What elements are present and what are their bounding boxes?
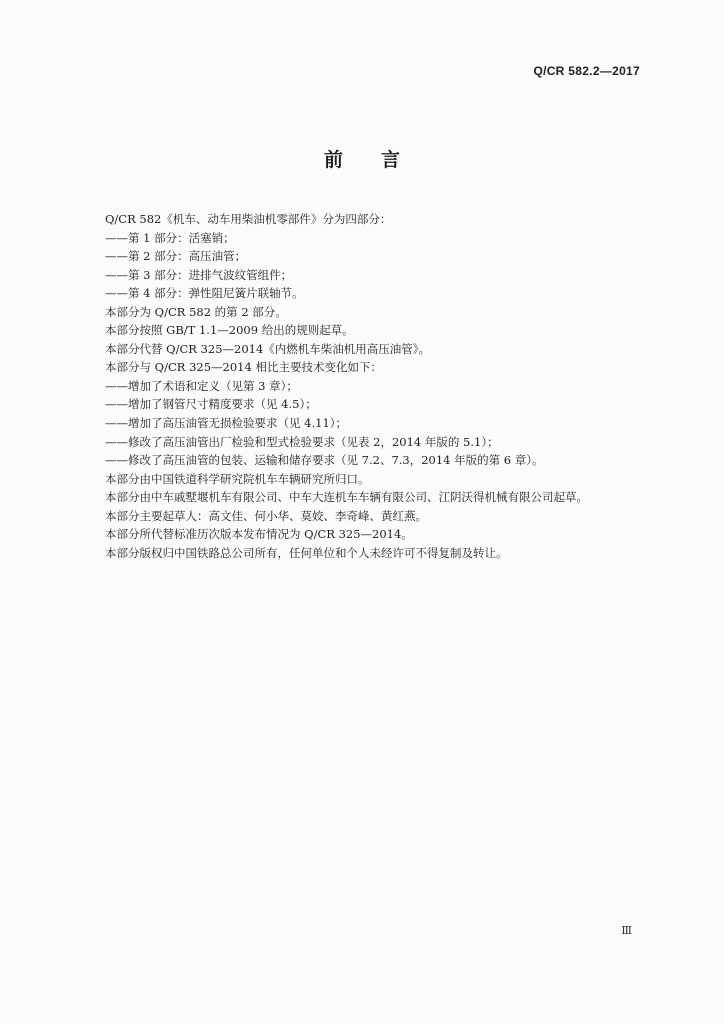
- paragraph: 本部分为 Q/CR 582 的第 2 部分。: [105, 304, 287, 319]
- page-title: 前言: [323, 149, 438, 171]
- paragraph: 本部分与 Q/CR 325—2014 相比主要技术变化如下：: [105, 360, 382, 375]
- paragraph: Q/CR 582《机车、动车用柴油机零部件》分为四部分：: [105, 212, 392, 226]
- page-number: Ⅲ: [621, 924, 632, 937]
- paragraph: 本部分版权归中国铁路总公司所有，任何单位和个人未经许可不得复制及转让。: [105, 545, 508, 560]
- paragraph: 本部分主要起草人：高文佳、何小华、莫姣、李奇峰、黄红燕。: [105, 508, 427, 523]
- paragraph: 本部分代替 Q/CR 325—2014《内燃机车柴油机用高压油管》。: [105, 341, 431, 356]
- list-item: ——增加了钢管尺寸精度要求（见 4.5）；: [105, 397, 317, 412]
- list-item: ——修改了高压油管出厂检验和型式检验要求（见表 2，2014 年版的 5.1）；: [105, 434, 499, 449]
- paragraph: 本部分按照 GB/T 1.1—2009 给出的规则起草。: [105, 323, 354, 338]
- foreword-body: [105, 210, 650, 562]
- list-item: ——第 2 部分：高压油管；: [105, 249, 247, 264]
- document-code: Q/CR 582.2—2017: [533, 64, 640, 78]
- list-item: ——第 4 部分：弹性阻尼簧片联轴节。: [105, 286, 304, 301]
- paragraph: 本部分由中车戚墅堰机车有限公司、中车大连机车车辆有限公司、江阴沃得机械有限公司起草。: [105, 490, 588, 505]
- list-item: ——增加了高压油管无损检验要求（见 4.11）；: [105, 416, 348, 431]
- list-item: ——修改了高压油管的包装、运输和储存要求（见 7.2、7.3，2014 年版的第 6 章）。: [105, 453, 544, 468]
- paragraph: 本部分所代替标准历次版本发布情况为 Q/CR 325—2014。: [105, 527, 413, 542]
- list-item: ——增加了术语和定义（见第 3 章）；: [105, 378, 298, 393]
- list-item: ——第 3 部分：进排气波纹管组件；: [105, 267, 293, 282]
- list-item: ——第 1 部分：活塞销；: [105, 230, 235, 245]
- paragraph: 本部分由中国铁道科学研究院机车车辆研究所归口。: [105, 471, 370, 486]
